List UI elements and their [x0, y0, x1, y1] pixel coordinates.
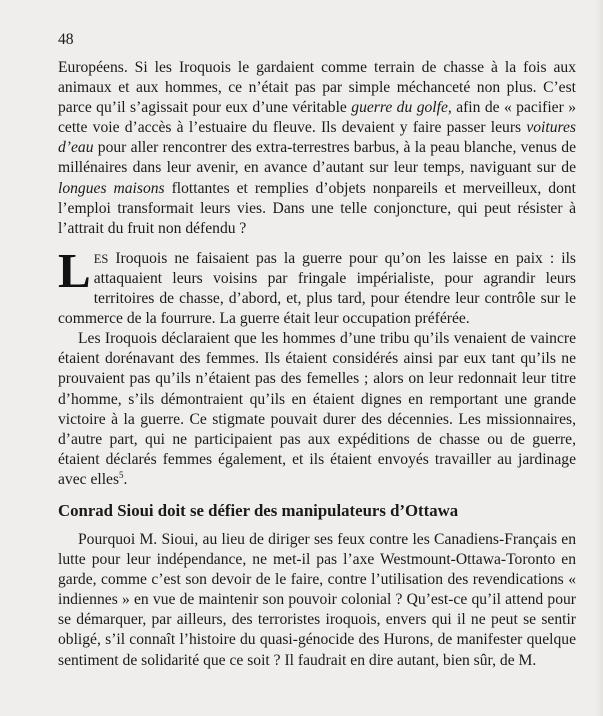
- paragraph-1-text-a: Européens. Si les Iroquois le gardaient comme terrain de chasse à la fois aux animaux et aux hommes, ce n’était pas par simple méchanceté non plus. C’est parce qu’il s’agissait pour eux d’une véritable: [58, 59, 576, 117]
- small-caps-lead: ES: [93, 251, 109, 266]
- paragraph-1-text-d: flottantes et remplies d’objets nonpareils et merveilleux, dont l’emploi transformait leurs vies. Dans une telle conjoncture, qui peut résister à l’attrait du fruit non défendu ?: [58, 179, 576, 237]
- paragraph-3: [58, 329, 576, 490]
- section-heading: Conrad Sioui doit se défier des manipulateurs d’Ottawa: [58, 500, 459, 520]
- paragraph-1-text-c: pour aller rencontrer des extra-terrestres barbus, à la peau blanche, venus de millénaires dans leur avenir, en avance d’autant sur leur temps, naviguant sur de: [58, 139, 576, 177]
- italic-guerre-du-golfe: guerre du golfe,: [351, 99, 452, 117]
- italic-longues-maisons: longues maisons: [58, 179, 165, 197]
- paragraph-2-text: Iroquois ne faisaient pas la guerre pour qu’on les laisse en paix : ils attaquaient leurs voisins par fringale impérialiste, pour agrandir leurs territoires de chasse, d’abord, et, plus tard, pour étendre leur contrôle sur le commerce de la fourrure. La guerre était leur occupation préférée.: [58, 249, 576, 328]
- document-page: [58, 30, 576, 671]
- drop-cap: L: [58, 242, 91, 298]
- paragraph-3-text: Les Iroquois déclaraient que les hommes d’une tribu qu’ils venaient de vaincre étaient dorénavant des femmes. Ils étaient considérés ainsi par eux tant qu’ils ne prouvaient pas qu’ils n’étaient pas des femelles ; alors on leur redonnait leur titre d’homme, s’ils démontraient qu’ils en étaient dignes en remportant une grande victoire à la guerre. Ce stigmate pouvait durer des décennies. Les missionnaires, d’autre part, qui ne participaient pas aux expéditions de chasse ou de guerre, étaient déclarés femmes également, et ils étaient envoyés travailler au jardinage avec elles: [58, 330, 576, 488]
- page-edge-shadow: [595, 0, 603, 716]
- paragraph-3-end: .: [123, 470, 128, 488]
- paragraph-4: [58, 530, 576, 671]
- paragraph-1-text-b: afin de « pacifier » cette voie d’accès à l’estuaire du fleuve. Ils devaient y faire passer leurs: [58, 99, 577, 137]
- paragraph-4-text: Pourquoi M. Sioui, au lieu de diriger ses feux contre les Canadiens-Français en lutte pour leur indépendance, ne met-il pas l’axe Westmount-Ottawa-Toronto en garde, comme c’est son devoir de le faire, contre l’utilisation des revendications « indiennes » en vue de maintenir son pouvoir colonial ? Qu’est-ce qu’il attend pour se démarquer, par ailleurs, des terroristes iroquois, envers qui il ne peut se sentir obligé, s’il connaît l’histoire du quasi-génocide des Hurons, de manifester quelque sentiment de solidarité que ce soit ? Il faudrait en dire autant, bien sûr, de M.: [58, 530, 576, 669]
- footnote-reference[interactable]: 5: [119, 469, 124, 480]
- paragraph-1: [58, 58, 576, 239]
- italic-voitures-d-eau: voitures d’eau: [58, 119, 576, 157]
- page-number: 48: [58, 31, 74, 48]
- paragraph-2: [58, 242, 576, 329]
